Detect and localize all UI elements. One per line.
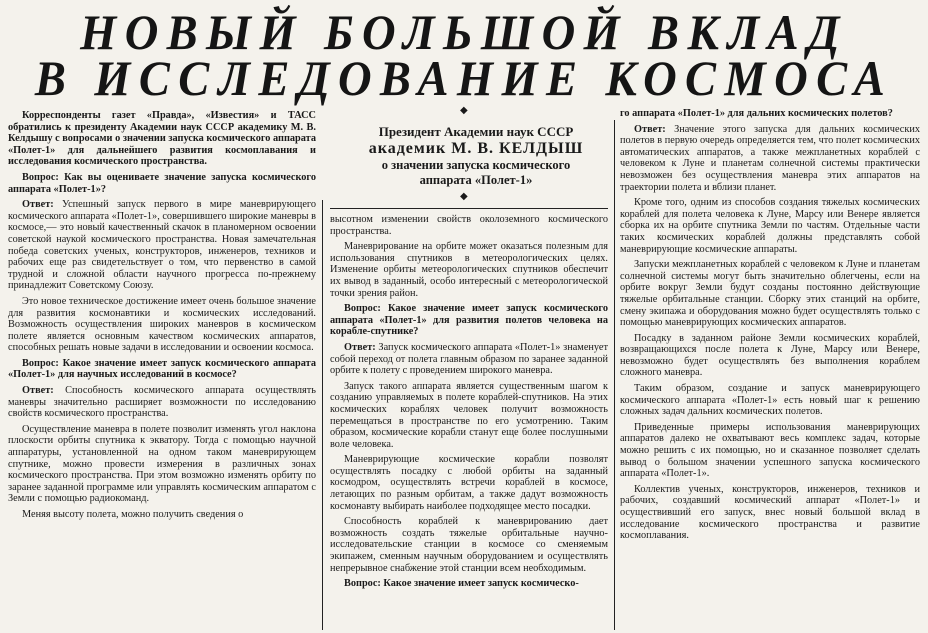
headline-line-2: В ИССЛЕДОВАНИЕ КОСМОСА <box>34 50 894 106</box>
byline-title: Президент Академии наук СССР <box>378 124 574 139</box>
paragraph: Меняя высоту полета, можно получить сведения о <box>22 509 244 520</box>
question-4-continued: го аппарата «Полет-1» для дальних космических полетов? <box>620 108 893 119</box>
byline-subject-2: аппарата «Полет-1» <box>419 173 533 187</box>
paragraph: Маневрирующие космические корабли позволят осуществлять посадку с любой орбиты на заданный космодром, осуществлять встречи кораблей в космосе, летающих по разным орбитам, а также дадут возможность космонавту выбирать наиболее подходящее место посадки. <box>330 454 608 512</box>
ornament-top: ◆ <box>460 105 468 116</box>
paragraph: Это новое техническое достижение имеет очень большое значение для развития космонавтики и космических исследований. Возможность осуществления широких маневров в космическом полете является основным качеством космических аппаратов, способных решать новые задачи в исследовании и освоении космоса. <box>8 295 316 354</box>
question-3: Вопрос: Какое значение имеет запуск космического аппарата «Полет-1» для развития полетов человека на корабле-спутнике? <box>330 303 608 338</box>
answer-4: Ответ: Значение этого запуска для дальних космических полетов в первую очередь определяется тем, что полет космических автоматических аппаратов, а также межпланетных кораблей с человеком к Луне и планетам солнечной системы практически невозможен без осуществления маневра этих аппаратов на траектории полета и вблизи планет. <box>620 123 920 193</box>
paragraph: Коллектив ученых, конструкторов, инженеров, техников и рабочих, создавший космический аппарат «Полет-1» и осуществивший его запуск, внес новый большой вклад в исследование космического пространства и развитие космоплавания. <box>620 483 920 542</box>
column-3 <box>620 108 920 630</box>
answer-2: Ответ: Способность космического аппарата осуществлять маневры значительно расширяет возможности по исследованию свойств космического пространства. <box>8 385 316 420</box>
ornament-bottom: ◆ <box>460 191 468 202</box>
paragraph: Таким образом, создание и запуск маневрирующего космического аппарата «Полет-1» есть новый шаг к решению сложных задач дальних космических полетов. <box>620 383 920 418</box>
column-1 <box>8 110 316 630</box>
byline-subject-1: о значении запуска космического <box>381 158 571 172</box>
byline-name: академик М. В. КЕЛДЫШ <box>368 140 584 157</box>
paragraph: Осуществление маневра в полете позволит изменять угол наклона плоскости орбиты спутника к экватору. Тогда с помощью научной аппаратуры, установленной на одном таком маневрирующем спутнике, можно провести измерения в различных зонах космического пространства. При этом возможно изменять орбиту по заранее заданной программе или управлять космическим аппаратом с Земли с помощью радиокоманд. <box>8 423 316 505</box>
paragraph: Запуск такого аппарата является существенным шагом к созданию управляемых в полете кораблей-спутников. На этих космических кораблях человек получит возможность перемещаться в пространстве по его усмотрению. Таким образом, космические корабли станут еще более послушными воле человека. <box>330 380 608 450</box>
answer-3: Ответ: Запуск космического аппарата «Полет-1» знаменует собой переход от полета главным образом по заранее заданной орбите к полету с проведением широкого маневра. <box>330 341 608 377</box>
paragraph: Кроме того, одним из способов создания тяжелых космических кораблей для полета человека к Луне, Марсу или Венере является сборка их на орбите спутника Земли по частям. Отдельные части таких космических кораблей должны представлять собой маневрирующие космические аппараты. <box>620 197 920 255</box>
paragraph: Маневрирование на орбите может оказаться полезным для использования спутников в метеорологических целях. Изменение орбиты метеорологических спутников обеспечит их вывод в заданный, особо интересный с метеорологической точки зрения район. <box>330 241 608 299</box>
byline-underline <box>330 208 608 209</box>
paragraph: Приведенные примеры использования маневрирующих аппаратов далеко не охватывают весь комплекс задач, которые можно решить с их помощью, но и сказанное позволяет сделать вывод о большом значении успешного запуска космического аппарата «Полет-1». <box>620 421 920 480</box>
headline-line-1: НОВЫЙ БОЛЬШОЙ ВКЛАД <box>80 4 848 60</box>
answer-1: Ответ: Успешный запуск первого в мире маневрирующего космического аппарата «Полет-1», совершившего широкие маневры в космосе,— это новый качественный скачок в планомерном освоении советской наукой космического пространства. Новая замечательная победа советских ученых, конструкторов, инженеров, техников и рабочих еще раз свидетельствует о том, что первенство в самой трудной и сложной области научного прогресса по-прежнему принадлежит Советскому Союзу. <box>8 199 316 292</box>
question-4: Вопрос: Какое значение имеет запуск космическо- <box>344 578 579 590</box>
paragraph: Способность кораблей к маневрированию дает возможность создать тяжелые орбитальные научно-исследовательские станции в космосе со сменяемым экипажем, сменным научным оборудованием и осуществлять непрерывное снабжение этой станции всем необходимым. <box>330 516 608 574</box>
byline <box>330 124 622 188</box>
paragraph: Запуски межпланетных кораблей с человеком к Луне и планетам солнечной системы могут быть значительно облегчены, если на орбите вокруг Земли будут созданы постоянно действующие тяжелые орбитальные станции. Сборку этих станций на орбите, смену экипажа и оборудования можно будет осуществлять только с помощью маневрирующих космических аппаратов. <box>620 259 920 329</box>
column-divider-right <box>614 120 615 630</box>
column-2 <box>330 214 608 630</box>
question-1: Вопрос: Как вы оцениваете значение запуска космического аппарата «Полет-1»? <box>8 171 316 195</box>
paragraph: Посадку в заданном районе Земли космических кораблей, возвращающихся после полета к Луне, Марсу или Венере, невозможно будет осуществлять без выполнения кораблем сложного маневра. <box>620 332 920 379</box>
paragraph: высотном изменении свойств околоземного космического пространства. <box>330 214 608 237</box>
intro-paragraph: Корреспонденты газет «Правда», «Известия» и ТАСС обратились к президенту Академии наук СССР академику М. В. Келдышу с вопросами о значении запуска космического аппарата «Полет-1» для дальнейшего развития космоплавания и исследования космического пространства. <box>8 110 316 168</box>
column-divider-left <box>322 200 323 630</box>
question-2: Вопрос: Какое значение имеет запуск космического аппарата «Полет-1» для научных исследований в космосе? <box>8 357 316 381</box>
